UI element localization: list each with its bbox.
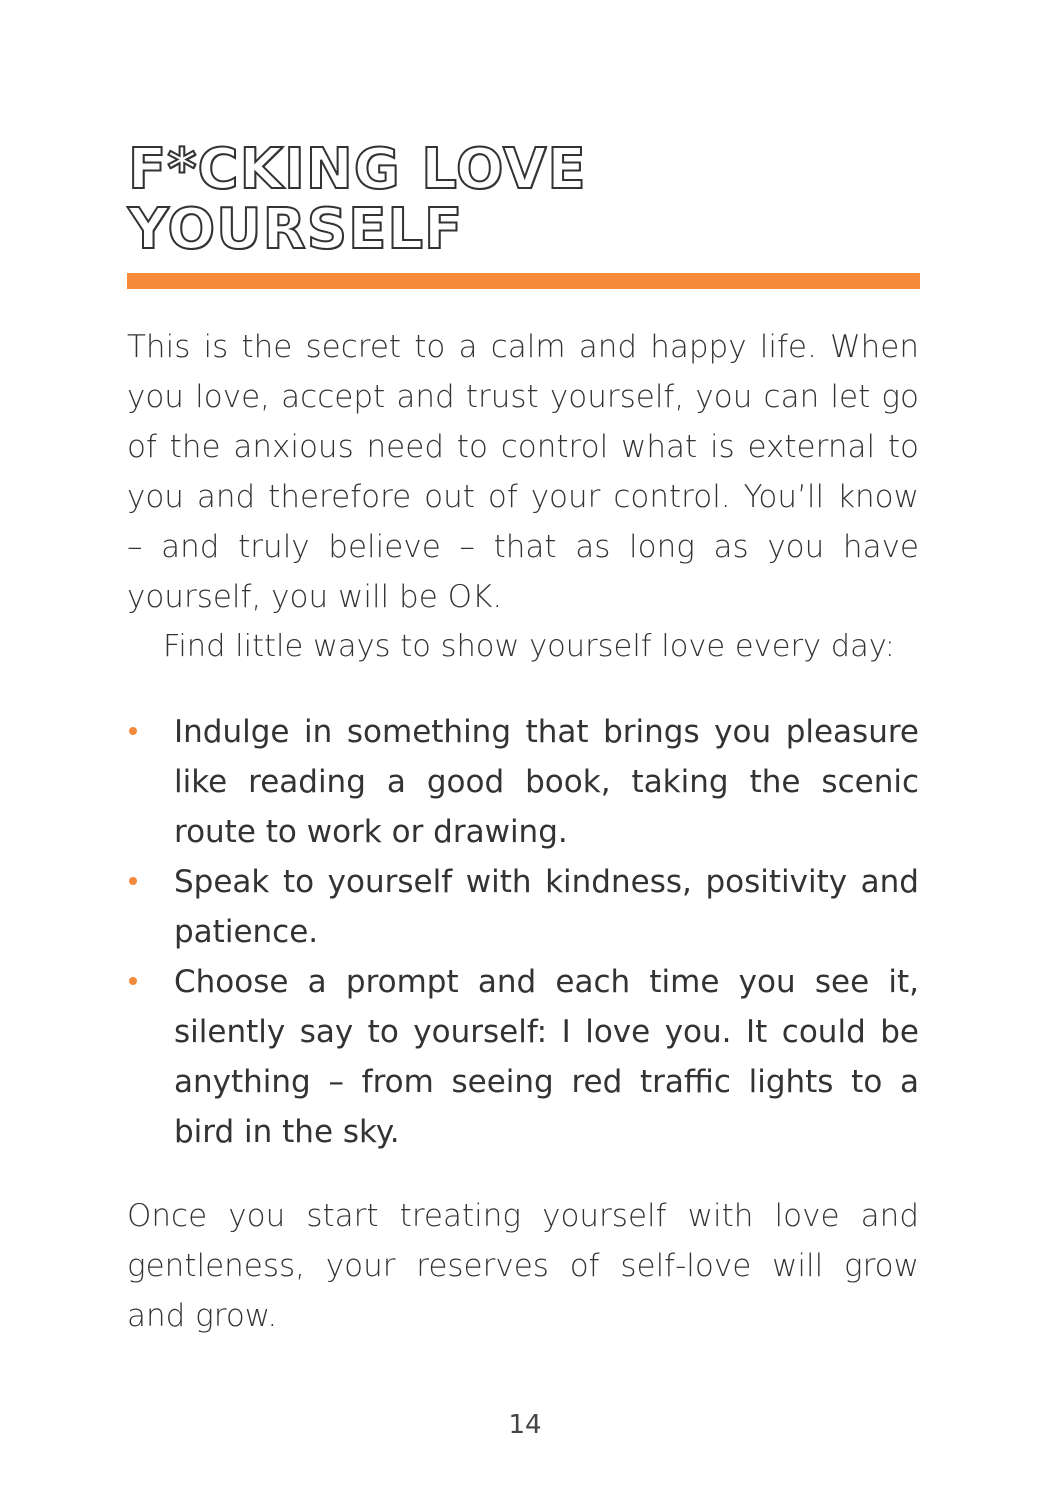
orange-divider	[127, 273, 920, 289]
bullet-icon	[129, 727, 137, 735]
intro-lead-in: Find little ways to show yourself love every day:	[163, 629, 895, 664]
tip-text: Choose a prompt and each time you see it, silently say to yourself: I love you. It could be anything – from seeing red traffic lights to a bird in the sky.	[174, 964, 919, 1150]
tips-list	[127, 707, 919, 1157]
intro-paragraph: This is the secret to a calm and happy life. When you love, accept and trust yourself, you can let go of the anxious need to control what is external to you and therefore out of your control. You’ll know – and truly believe – that as long as you have yourself, you will be OK.	[127, 329, 919, 615]
bullet-icon	[129, 877, 137, 885]
list-item	[127, 857, 919, 957]
closing-paragraph: Once you start treating yourself with love and gentleness, your reserves of self-love will grow and grow.	[127, 1198, 919, 1334]
tip-text: Speak to yourself with kindness, positivity and patience.	[174, 864, 919, 950]
intro-section	[127, 322, 919, 672]
title-line-2: YOURSELF	[128, 197, 464, 262]
tip-text: Indulge in something that brings you pleasure like reading a good book, taking the scenic route to work or drawing.	[174, 714, 919, 850]
page-title	[128, 137, 587, 262]
bullet-icon	[129, 977, 137, 985]
list-item	[127, 707, 919, 857]
title-line-1: F*CKING LOVE	[128, 137, 587, 202]
list-item	[127, 957, 919, 1157]
page-number: 14	[508, 1410, 542, 1440]
